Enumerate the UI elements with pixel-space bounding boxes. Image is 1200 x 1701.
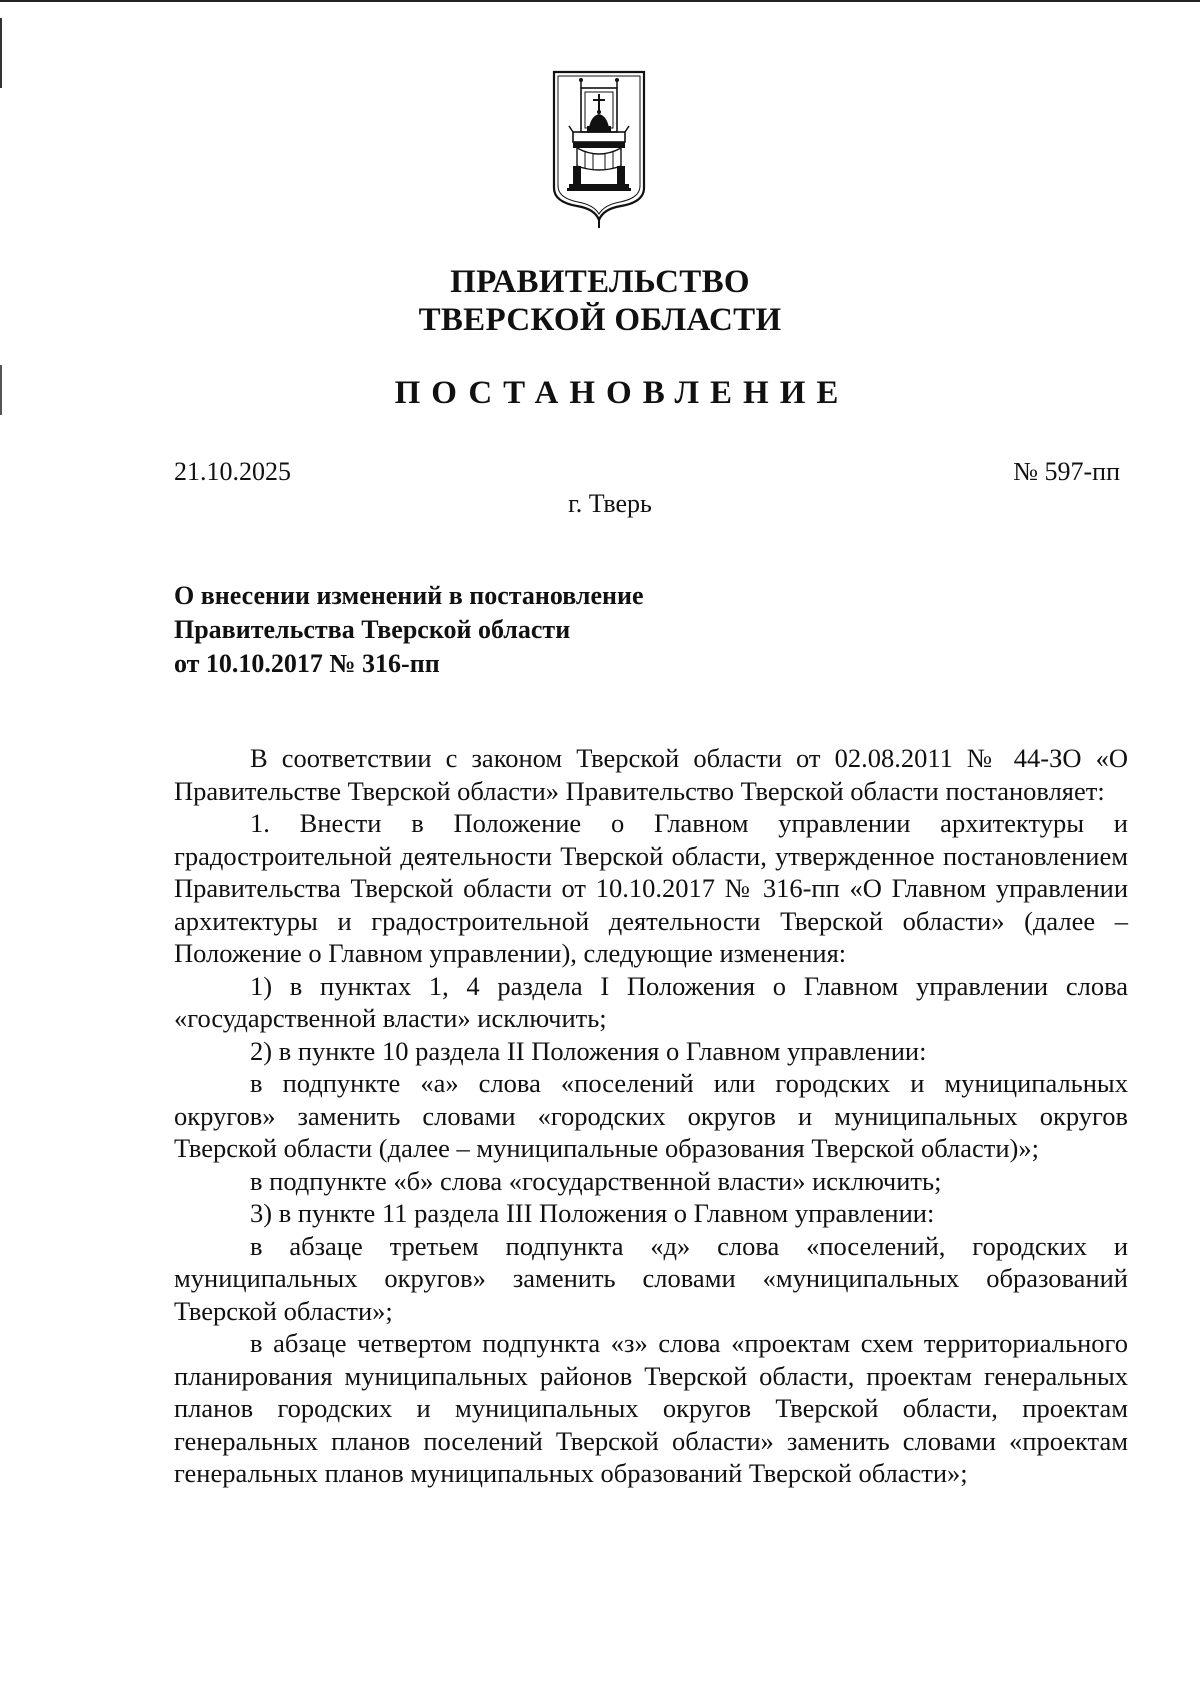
document-body xyxy=(174,742,1128,1490)
body-paragraph: в абзаце четвертом подпункта «з» слова «проектам схем территориального планирования муниципальных районов Тверской области, проектам генеральных планов городских и муниципальных округов Тверской области, проектам генеральных планов поселений Тверской области» заменить словами «проектам генеральных планов муниципальных образований Тверской области»; xyxy=(174,1328,1128,1488)
subject-line-2: Правительства Тверской области xyxy=(174,615,571,644)
document-subject xyxy=(174,579,644,681)
body-paragraph: В соответствии с законом Тверской области от 02.08.2011 № 44-ЗО «О Правительстве Тверской области» Правительство Тверской области постановляет: xyxy=(174,743,1128,806)
document-type-title: ПОСТАНОВЛЕНИЕ xyxy=(394,375,850,411)
subject-line-3: от 10.10.2017 № 316-пп xyxy=(174,649,440,678)
subject-line-1: О внесении изменений в постановление xyxy=(174,581,644,610)
body-paragraph: 2) в пункте 10 раздела II Положения о Главном управлении: xyxy=(250,1035,927,1066)
document-date: 21.10.2025 xyxy=(174,457,291,486)
scan-edge-top xyxy=(0,0,1200,2)
tver-coat-of-arms-icon xyxy=(551,70,647,230)
document-number: № 597-пп xyxy=(1013,457,1120,486)
body-paragraph: в подпункте «а» слова «поселений или городских и муниципальных округов» заменить словами «городских округов и муниципальных округов Тверской области (далее – муниципальные образования Тверской области)»; xyxy=(174,1068,1128,1163)
body-paragraph: 1. Внести в Положение о Главном управлении архитектуры и градостроительной деятельности Тверской области, утвержденное постановлением Правительства Тверской области от 10.10.2017 № 316-пп «О Главном управлении архитектуры и градостроительной деятельности Тверской области» (далее – Положение о Главном управлении), следующие изменения: xyxy=(174,808,1128,968)
government-name-line-1: ПРАВИТЕЛЬСТВО xyxy=(450,264,750,300)
scan-edge-left xyxy=(0,18,2,88)
body-paragraph: 3) в пункте 11 раздела III Положения о Главном управлении: xyxy=(250,1198,935,1228)
document-city: г. Тверь xyxy=(568,489,652,518)
body-paragraph: в абзаце третьем подпункта «д» слова «поселений, городских и муниципальных округов» заменить словами «муниципальных образований Тверской области»; xyxy=(174,1230,1128,1326)
government-name-line-2: ТВЕРСКОЙ ОБЛАСТИ xyxy=(418,302,782,338)
body-paragraph: в подпункте «б» слова «государственной власти» исключить; xyxy=(250,1165,942,1196)
body-paragraph: 1) в пунктах 1, 4 раздела I Положения о Главном управлении слова «государственной власти» исключить; xyxy=(174,970,1128,1033)
